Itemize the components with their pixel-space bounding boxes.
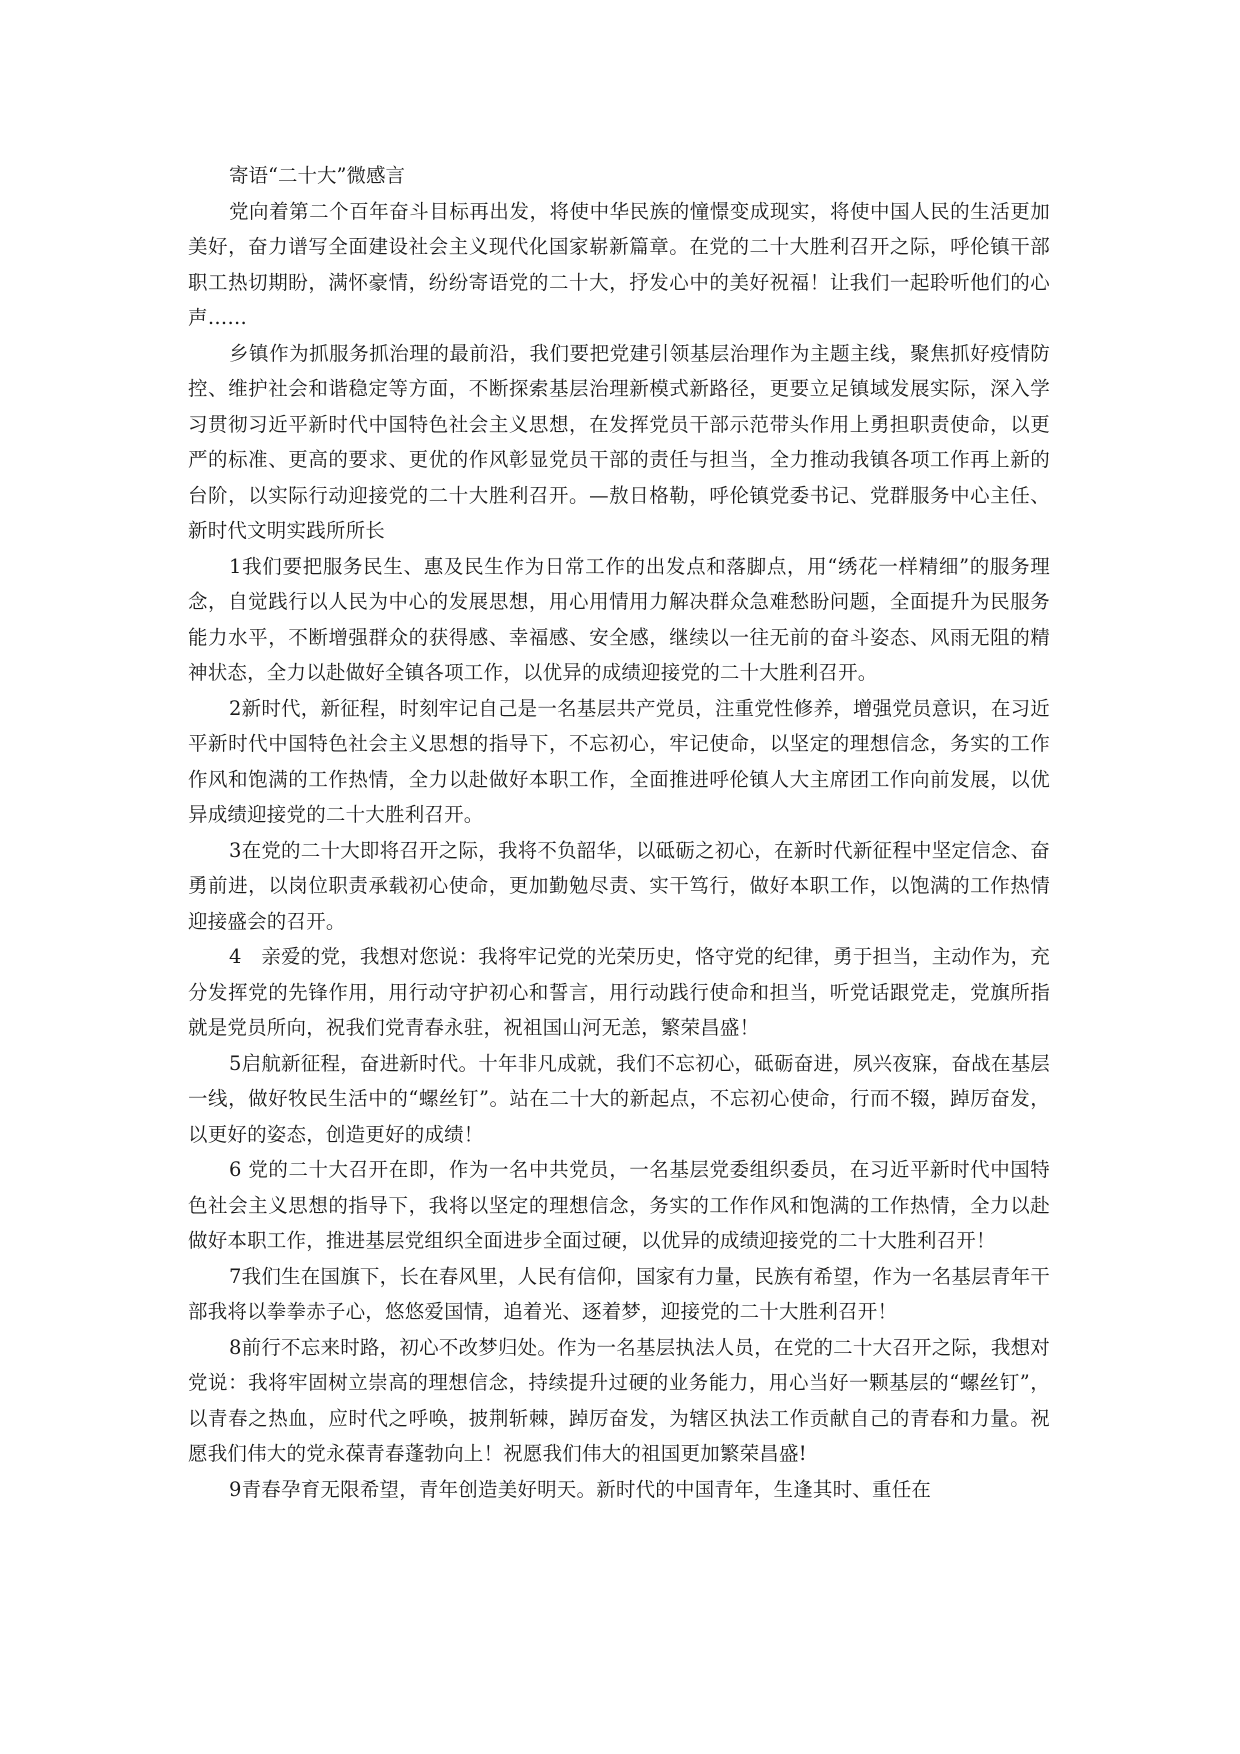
document-title: 寄语“二十大”微感言: [229, 164, 405, 187]
paragraph-item-1: 1我们要把服务民生、惠及民生作为日常工作的出发点和落脚点，用“绣花一样精细”的服务理念，自觉践行以人民为中心的发展思想，用心用情用力解决群众急难愁盼问题，全面提升为民服务能力水平，不断增强群众的获得感、幸福感、安全感，继续以一往无前的奋斗姿态、风雨无阻的精神状态，全力以赴做好全镇各项工作，以优异的成绩迎接党的二十大胜利召开。: [188, 554, 1050, 684]
paragraph-item-8: 8前行不忘来时路，初心不改梦归处。作为一名基层执法人员，在党的二十大召开之际，我想对党说：我将牢固树立崇高的理想信念，持续提升过硬的业务能力，用心当好一颗基层的“螺丝钉”，以青春之热血，应时代之呼唤，披荆斩棘，踔厉奋发，为辖区执法工作贡献自己的青春和力量。祝愿我们伟大的党永葆青春蓬勃向上！祝愿我们伟大的祖国更加繁荣昌盛!: [188, 1335, 1050, 1465]
paragraph-item-2: 2新时代，新征程，时刻牢记自己是一名基层共产党员，注重党性修养，增强党员意识，在习近平新时代中国特色社会主义思想的指导下，不忘初心，牢记使命，以坚定的理想信念，务实的工作作风和饱满的工作热情，全力以赴做好本职工作，全面推进呼伦镇人大主席团工作向前发展，以优异成绩迎接党的二十大胜利召开。: [188, 696, 1050, 826]
paragraph-secretary-remarks: 乡镇作为抓服务抓治理的最前沿，我们要把党建引领基层治理作为主题主线，聚焦抓好疫情防控、维护社会和谐稳定等方面，不断探索基层治理新模式新路径，更要立足镇域发展实际，深入学习贯彻习近平新时代中国特色社会主义思想，在发挥党员干部示范带头作用上勇担职责使命，以更严的标准、更高的要求、更优的作风彰显党员干部的责任与担当，全力推动我镇各项工作再上新的台阶，以实际行动迎接党的二十大胜利召开。—敖日格勒，呼伦镇党委书记、党群服务中心主任、新时代文明实践所所长: [188, 341, 1050, 542]
paragraph-item-9: 9青春孕育无限希望，青年创造美好明天。新时代的中国青年，生逢其时、重任在: [229, 1477, 932, 1501]
paragraph-item-4: 4 亲爱的党，我想对您说：我将牢记党的光荣历史，恪守党的纪律，勇于担当，主动作为，充分发挥党的先锋作用，用行动守护初心和誓言，用行动践行使命和担当，听党话跟党走，党旗所指就是党员所向，祝我们党青春永驻，祝祖国山河无恙，繁荣昌盛！: [188, 945, 1050, 1039]
paragraph-item-5: 5启航新征程，奋进新时代。十年非凡成就，我们不忘初心，砥砺奋进，夙兴夜寐，奋战在基层一线，做好牧民生活中的“螺丝钉”。站在二十大的新起点，不忘初心使命，行而不辍，踔厉奋发，以更好的姿态，创造更好的成绩！: [188, 1051, 1050, 1146]
document-page: [188, 158, 1050, 1507]
paragraph-item-7: 7我们生在国旗下，长在春风里，人民有信仰，国家有力量，民族有希望，作为一名基层青年干部我将以拳拳赤子心，悠悠爱国情，追着光、逐着梦，迎接党的二十大胜利召开！: [188, 1264, 1050, 1323]
paragraph-item-3: 3在党的二十大即将召开之际，我将不负韶华，以砥砺之初心，在新时代新征程中坚定信念、奋勇前进，以岗位职责承载初心使命，更加勤勉尽责、实干笃行，做好本职工作，以饱满的工作热情迎接盛会的召开。: [188, 838, 1050, 933]
paragraph-item-6: 6 党的二十大召开在即，作为一名中共党员，一名基层党委组织委员，在习近平新时代中国特色社会主义思想的指导下，我将以坚定的理想信念，务实的工作作风和饱满的工作热情，全力以赴做好本职工作，推进基层党组织全面进步全面过硬，以优异的成绩迎接党的二十大胜利召开！: [188, 1158, 1050, 1252]
paragraph-intro: 党向着第二个百年奋斗目标再出发，将使中华民族的憧憬变成现实，将使中国人民的生活更加美好，奋力谱写全面建设社会主义现代化国家崭新篇章。在党的二十大胜利召开之际，呼伦镇干部职工热切期盼，满怀豪情，纷纷寄语党的二十大，抒发心中的美好祝福！让我们一起聆听他们的心声……: [188, 199, 1050, 329]
